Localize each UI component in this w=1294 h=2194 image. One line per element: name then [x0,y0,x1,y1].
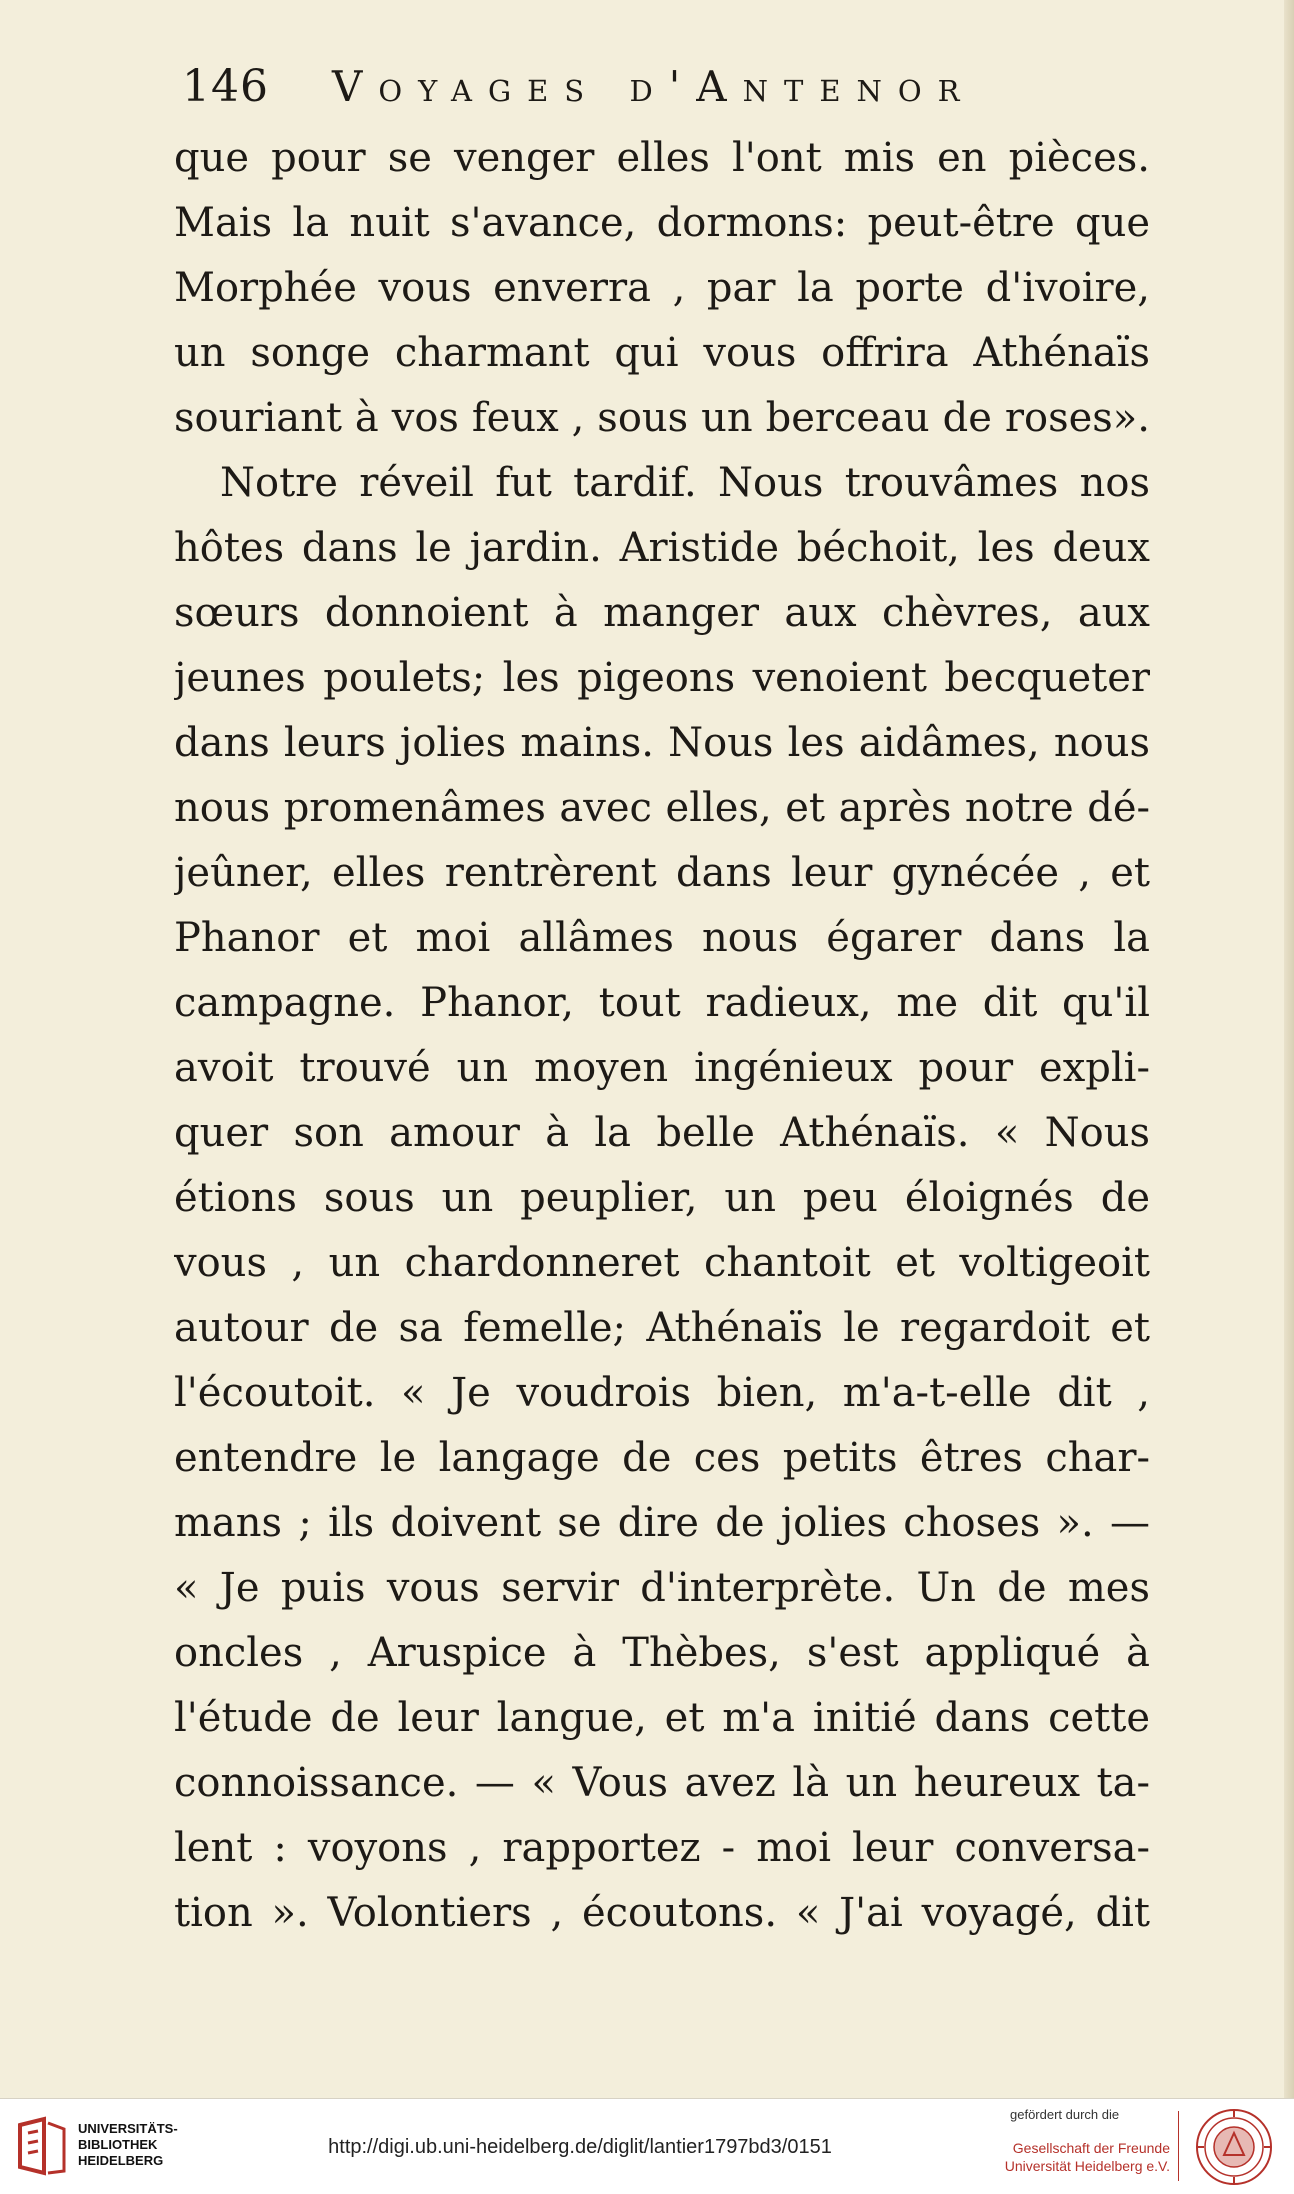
text-line: Mais la nuit s'avance, dormons: peut-être que [174,200,1150,246]
text-line: vous , un chardonneret chantoit et voltigeoit [174,1240,1150,1286]
sponsor-name-line: Gesellschaft der Freunde [1012,2140,1170,2156]
text-line: Morphée vous enverra , par la porte d'ivoire, [174,265,1150,311]
text-line: « Je puis vous servir d'interprète. Un de mes [174,1565,1150,1611]
text-line: l'étude de leur langue, et m'a initié dans cette [174,1695,1150,1741]
text-line: quer son amour à la belle Athénaïs. « Nous [174,1110,1150,1156]
text-line: hôtes dans le jardin. Aristide béchoit, les deux [174,525,1150,571]
text-line: étions sous un peuplier, un peu éloignés de [174,1175,1150,1221]
library-name-line: UNIVERSITÄTS- [78,2121,178,2136]
sponsor-name [1000,2139,1170,2175]
library-logo-icon [14,2115,70,2177]
sponsor-divider [1178,2111,1179,2181]
text-line: oncles , Aruspice à Thèbes, s'est appliqué à [174,1630,1150,1676]
text-line: autour de sa femelle; Athénaïs le regardoit et [174,1305,1150,1351]
text-line: souriant à vos feux , sous un berceau de roses». [174,395,1150,441]
text-line: un songe charmant qui vous offrira Athénaïs [174,330,1150,376]
text-line: entendre le langage de ces petits êtres char- [174,1435,1150,1481]
text-line: Phanor et moi allâmes nous égarer dans la [174,915,1150,961]
text-line: campagne. Phanor, tout radieux, me dit qu'il [174,980,1150,1026]
text-line: jeunes poulets; les pigeons venoient becqueter [174,655,1150,701]
text-line: nous promenâmes avec elles, et après notre dé- [174,785,1150,831]
body-text [174,126,1150,1946]
library-name-line: BIBLIOTHEK [78,2137,158,2152]
text-line: lent : voyons , rapportez - moi leur conversa- [174,1825,1150,1871]
text-line: tion ». Volontiers , écoutons. « J'ai voyagé, dit [174,1890,1150,1936]
library-name-line: HEIDELBERG [78,2153,164,2168]
text-line: mans ; ils doivent se dire de jolies choses ». — [174,1500,1150,1546]
running-title: Voyages d'Antenor [332,62,976,111]
library-name [78,2121,228,2169]
digitization-footer [0,2098,1294,2194]
permalink-url[interactable]: http://digi.ub.uni-heidelberg.de/diglit/lantier1797bd3/0151 [328,2136,832,2158]
text-line: que pour se venger elles l'ont mis en pièces. [174,135,1150,181]
text-line: connoissance. — « Vous avez là un heureux ta- [174,1760,1150,1806]
text-line: l'écoutoit. « Je voudrois bien, m'a-t-elle dit , [174,1370,1150,1416]
page-number: 146 [182,61,269,112]
university-seal-icon [1194,2107,1274,2187]
text-line: jeûner, elles rentrèrent dans leur gynécée , et [174,850,1150,896]
page-edge [1284,0,1294,2098]
text-line: dans leurs jolies mains. Nous les aidâmes, nous [174,720,1150,766]
sponsor-name-line: Universität Heidelberg e.V. [1004,2158,1170,2174]
text-line: Notre réveil fut tardif. Nous trouvâmes nos [220,460,1150,506]
text-line: avoit trouvé un moyen ingénieux pour expli- [174,1045,1150,1091]
text-line: sœurs donnoient à manger aux chèvres, aux [174,590,1150,636]
sponsor-label: gefördert durch die [1010,2107,1120,2122]
running-header [182,52,1022,122]
